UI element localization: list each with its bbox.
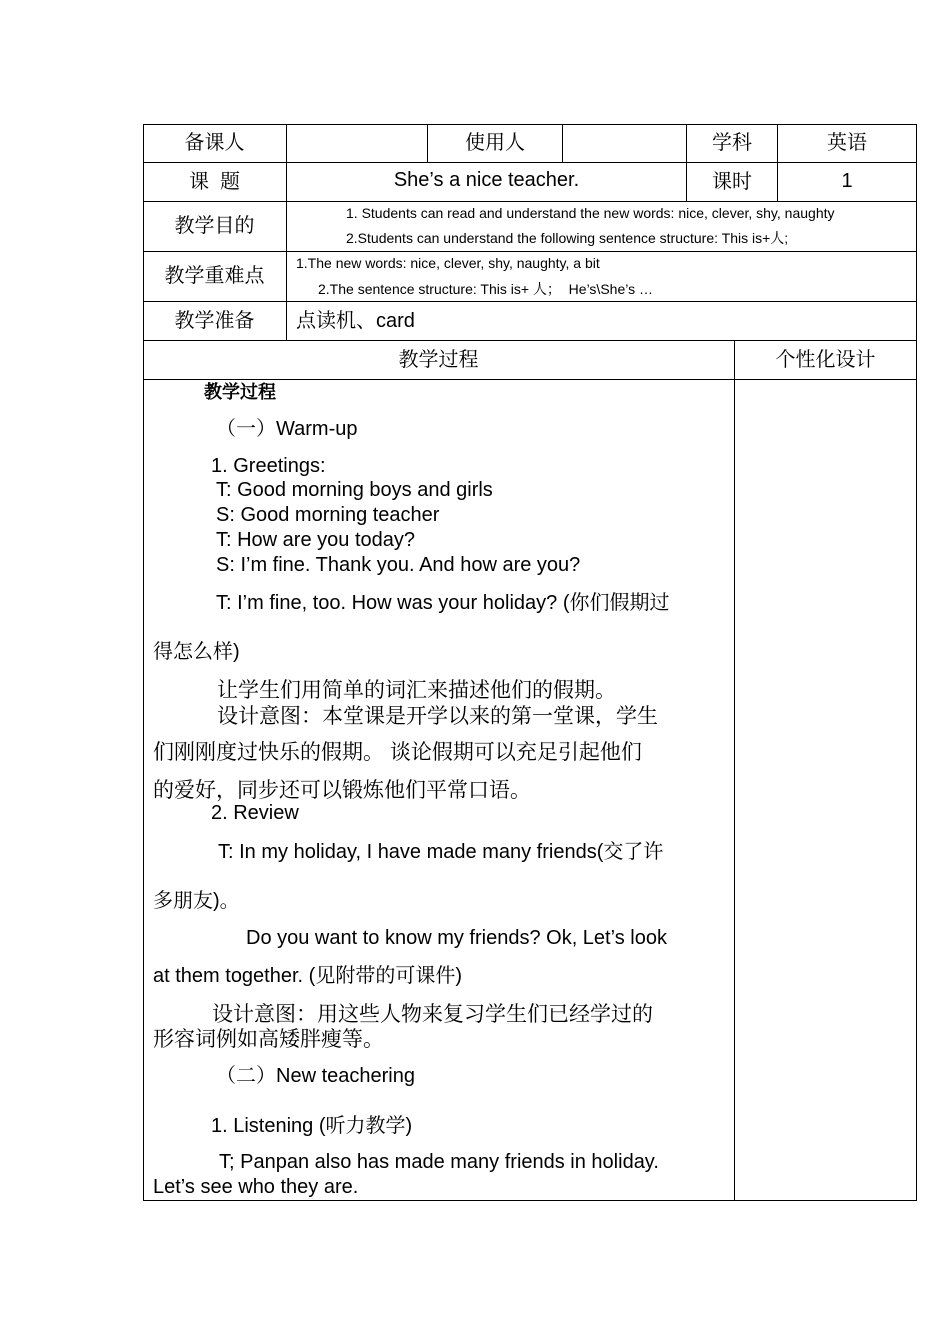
row-divider — [143, 251, 917, 252]
key-points-line-1: 1.The new words: nice, clever, shy, naughty, a bit — [296, 255, 600, 271]
design-intent-line: 形容词例如高矮胖瘦等。 — [153, 1028, 384, 1051]
table-border-right — [916, 124, 917, 1201]
key-points-line-2: 2.The sentence structure: This is+ 人； He’s\She’s … — [318, 281, 653, 297]
preparation-value: 点读机、card — [296, 310, 415, 332]
personal-design-label: 个性化设计 — [775, 349, 876, 371]
objectives-line-2: 2.Students can understand the following sentence structure: This is+人; — [346, 230, 789, 246]
dialogue-line: S: I’m fine. Thank you. And how are you? — [216, 554, 581, 576]
body-title: 教学过程 — [204, 382, 276, 402]
subject-label: 学科 — [712, 132, 752, 154]
listening-line: T; Panpan also has made many friends in holiday. — [219, 1151, 659, 1173]
review-line: T: In my holiday, I have made many friends(交了许 — [218, 841, 664, 863]
dialogue-line: T: I’m fine, too. How was your holiday? (你们假期过 — [216, 592, 670, 614]
review-line-continued: at them together. (见附带的可课件) — [153, 965, 462, 987]
objectives-line-1: 1. Students can read and understand the new words: nice, clever, shy, naughty — [346, 205, 835, 221]
warmup-heading: （一）Warm-up — [216, 418, 358, 440]
design-intent: 设计意图：用这些人物来复习学生们已经学过的 — [212, 1003, 653, 1026]
design-intent-line: 们刚刚度过快乐的假期。 谈论假期可以充足引起他们 — [153, 741, 642, 764]
dialogue-line: T: How are you today? — [216, 529, 415, 551]
row-divider — [143, 162, 917, 163]
design-intent: 设计意图：本堂课是开学以来的第一堂课，学生 — [217, 705, 658, 728]
process-header-label: 教学过程 — [398, 349, 479, 371]
row-divider — [143, 201, 917, 202]
topic-value: She’s a nice teacher. — [393, 169, 580, 191]
preparer-label: 备课人 — [184, 132, 245, 154]
dialogue-line: T: Good morning boys and girls — [216, 479, 493, 501]
table-border-top — [143, 124, 917, 125]
row-divider — [143, 301, 917, 302]
preparation-label: 教学准备 — [174, 310, 255, 332]
subject-value: 英语 — [827, 132, 867, 154]
greetings-heading: 1. Greetings: — [211, 455, 326, 477]
user-label: 使用人 — [465, 132, 525, 154]
period-label: 课时 — [712, 171, 752, 193]
dialogue-line-continued: 得怎么样) — [153, 641, 240, 663]
column-divider — [286, 124, 287, 340]
design-intent-line: 的爱好，同步还可以锻炼他们平常口语。 — [153, 779, 531, 802]
review-line-continued: 多朋友)。 — [153, 890, 240, 912]
key-points-label: 教学重难点 — [164, 265, 265, 287]
row-divider — [143, 379, 917, 380]
new-teaching-heading: （二）New teachering — [216, 1065, 415, 1087]
table-border-bottom — [143, 1200, 917, 1201]
period-value: 1 — [841, 170, 853, 192]
review-heading: 2. Review — [211, 802, 299, 824]
objectives-label: 教学目的 — [174, 215, 255, 237]
column-divider — [562, 124, 563, 162]
dialogue-line: S: Good morning teacher — [216, 504, 440, 526]
review-line: Do you want to know my friends? Ok, Let’s look — [246, 927, 667, 949]
row-divider — [143, 340, 917, 341]
column-divider — [734, 340, 735, 1200]
topic-label: 课 题 — [188, 171, 241, 193]
listening-heading: 1. Listening (听力教学) — [211, 1115, 413, 1137]
listening-line-continued: Let’s see who they are. — [153, 1176, 359, 1198]
activity-note: 让学生们用简单的词汇来描述他们的假期。 — [217, 679, 616, 702]
